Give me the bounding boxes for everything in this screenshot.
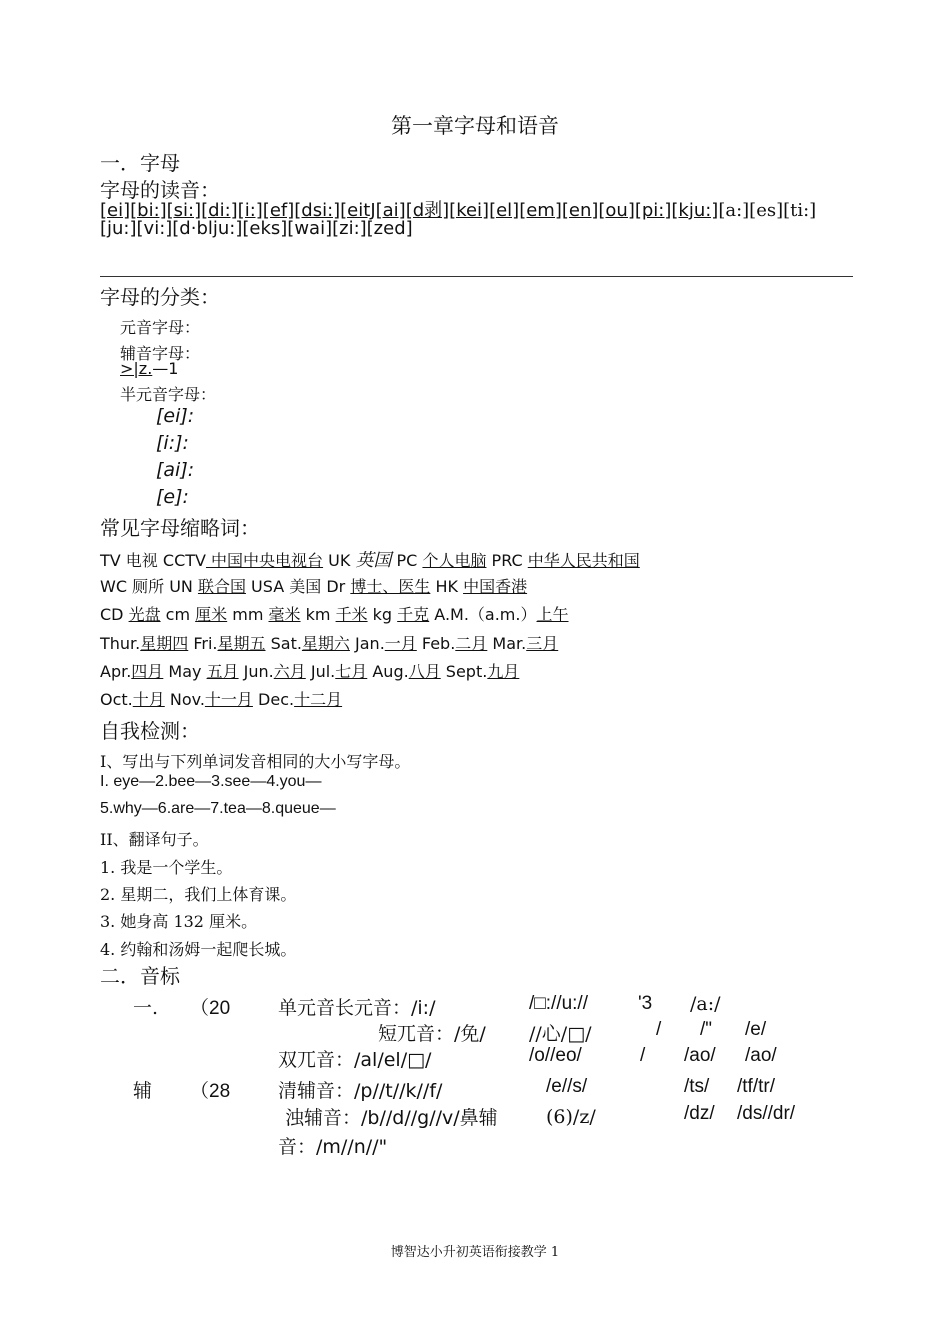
abbreviation-meaning: 毫米 [268, 605, 301, 624]
abbreviation-meaning: 七月 [335, 662, 368, 681]
voiced-consonants-label: 浊辅音：/b//d//g//v/鼻辅 [285, 1107, 498, 1129]
abbreviation-meaning: 厘米 [195, 605, 228, 624]
section-heading-letters: 一．字母 [100, 151, 180, 175]
sound-item: [i:]: [156, 432, 189, 454]
abbreviation-meaning: 五月 [206, 662, 239, 681]
sound-item: [ai]: [156, 459, 195, 481]
page-title: 第一章字母和语音 [391, 114, 559, 138]
consonant-note-text: >|z. [120, 359, 153, 378]
consonant-heading-b: （28 [190, 1081, 231, 1102]
diphthongs-col-4: /ao/ [684, 1045, 716, 1066]
abbreviation-term: Dec. [252, 690, 295, 709]
abbreviation-meaning: 联合国 [197, 577, 246, 596]
diphthongs-col-2: /o//eo/ [529, 1045, 582, 1066]
abbreviation-meaning: 八月 [408, 662, 441, 681]
abbreviation-term: May [163, 662, 207, 681]
abbreviation-meaning: 中国香港 [463, 577, 528, 596]
long-vowels-label: 单元音长元音：/i:/ [278, 997, 436, 1019]
abbreviation-term: Feb. [416, 634, 456, 653]
exercise-2-item: 1. 我是一个学生。 [100, 858, 233, 877]
abbreviation-term: 英国 [355, 550, 392, 571]
page-footer: 博智达小升初英语衔接教学 1 [390, 1245, 560, 1260]
abbreviation-term: Sept. [440, 662, 488, 681]
short-vowels-label: 短兀音：/免/ [378, 1023, 486, 1045]
exercise-2-item: 4. 约翰和汤姆一起爬长城。 [100, 940, 297, 959]
exercise-2-item: 2. 星期二，我们上体育课。 [100, 885, 297, 904]
abbreviation-meaning: 千克 [397, 605, 430, 624]
exercise-2-item: 3. 她身高 132 厘米。 [100, 912, 258, 931]
exercise-1-title: I、写出与下列单词发音相同的大小写字母。 [100, 752, 411, 771]
voiceless-consonants-label: 清辅音：/p//t//k//f/ [278, 1080, 443, 1102]
abbreviation-meaning: 十一月 [204, 690, 253, 709]
voiced-col-2: (6)/z/ [546, 1106, 596, 1128]
reading-line-2: [ju:][vi:][d·blju:][eks][wai][zi:][zed] [100, 218, 413, 239]
abbreviation-meaning: 一月 [384, 634, 417, 653]
abbreviation-term: 美国 [289, 577, 322, 596]
divider-line [100, 276, 853, 277]
short-vowels-col-4: /" [700, 1019, 713, 1040]
short-vowels-col-2: //心/□/ [529, 1023, 592, 1045]
consonant-note [120, 359, 178, 378]
abbreviation-meaning: 星期五 [217, 634, 266, 653]
abbreviation-row [100, 631, 558, 654]
abbreviation-meaning: 三月 [526, 634, 559, 653]
abbreviation-term: 厕所 [127, 577, 170, 596]
abbreviation-term: Mar. [487, 634, 527, 653]
abbreviation-term: Jan. [349, 634, 385, 653]
self-check-label: 自我检测： [100, 719, 200, 743]
vowel-heading-a: 一. [133, 997, 159, 1019]
reading-line-1-tail: [a:][es][ti:] [718, 200, 817, 221]
diphthongs-col-5: /ao/ [745, 1045, 777, 1066]
long-vowels-col-2: /□://u:// [529, 993, 588, 1014]
consonant-note-tail: —1 [152, 359, 179, 378]
consonant-heading-a: 辅 [133, 1080, 153, 1102]
abbreviation-row [100, 574, 527, 597]
voiceless-col-3: /ts/ [684, 1076, 710, 1097]
abbreviation-meaning: 星期六 [301, 634, 350, 653]
reading-label: 字母的读音： [100, 178, 220, 202]
abbreviation-meaning: 千米 [335, 605, 368, 624]
abbreviation-term: Jun. [238, 662, 274, 681]
long-vowels-col-3: '3 [638, 993, 653, 1014]
abbreviation-term: Oct. [100, 690, 133, 709]
vowel-heading-b: （20 [190, 998, 231, 1019]
voiced-col-4: /ds//dr/ [737, 1103, 796, 1124]
abbreviation-term: HK [430, 577, 464, 596]
sound-item: [e]: [156, 486, 189, 508]
abbreviation-term: kg [367, 605, 398, 624]
sound-item: [ei]: [156, 405, 195, 427]
abbreviation-row [100, 546, 640, 572]
vowel-letters-label: 元音字母： [120, 318, 201, 337]
abbreviation-meaning: 四月 [131, 662, 164, 681]
exercise-2-title: II、翻译句子。 [100, 830, 209, 849]
abbreviation-term: Fri. [188, 634, 218, 653]
abbreviation-meaning: 十二月 [294, 690, 343, 709]
abbreviation-meaning: 光盘 [128, 605, 161, 624]
classification-label: 字母的分类： [100, 285, 220, 309]
abbreviation-term: A.M.（a.m.） [429, 605, 537, 624]
exercise-1-line-1: I. eye—2.bee—3.see—4.you— [100, 773, 322, 790]
abbreviation-meaning: 二月 [455, 634, 488, 653]
abbreviation-term: Sat. [265, 634, 302, 653]
voiceless-col-2: /e//s/ [546, 1076, 588, 1097]
section-heading-phonetics: 二．音标 [100, 964, 180, 988]
reading-line-1: [ei][bi:][si:][di:][i:][ef][dsi:][eitJ[ai][d剥][kei][el][em][en][ou][pi:][kju:] [100, 200, 719, 221]
abbreviation-term: UN [169, 577, 198, 596]
exercise-1-line-2: 5.why—6.are—7.tea—8.queue— [100, 800, 336, 817]
abbreviation-term: TV [100, 551, 121, 570]
diphthongs-label: 双兀音：/al/el/□/ [278, 1049, 432, 1071]
voiced-col-3: /dz/ [684, 1103, 715, 1124]
short-vowels-col-5: /e/ [745, 1019, 767, 1040]
nasal-consonants-label: 音：/m//n//" [278, 1136, 388, 1158]
abbreviation-meaning: 星期四 [140, 634, 189, 653]
abbreviation-meaning: 中华人民共和国 [527, 551, 640, 570]
abbreviation-meaning: 六月 [273, 662, 306, 681]
diphthongs-col-3: / [640, 1045, 646, 1066]
abbreviation-meaning: 十月 [132, 690, 165, 709]
abbreviation-term: PRC [486, 551, 528, 570]
abbreviation-row [100, 659, 519, 682]
abbreviation-term: Dr [321, 577, 351, 596]
abbreviation-term: USA [245, 577, 290, 596]
abbreviation-term: mm [227, 605, 269, 624]
abbreviation-meaning: 博士、医生 [350, 577, 431, 596]
abbreviation-meaning: 中国中央电视台 [205, 551, 324, 570]
short-vowels-col-3: / [656, 1019, 662, 1040]
abbreviation-term: Apr. [100, 662, 132, 681]
abbreviation-meaning: 九月 [487, 662, 520, 681]
abbreviation-meaning: 个人电脑 [422, 551, 487, 570]
abbreviation-row [100, 602, 569, 625]
abbreviation-term: CD [100, 605, 129, 624]
abbreviation-term: cm [160, 605, 196, 624]
abbreviation-term: Jul. [305, 662, 336, 681]
abbreviation-term: km [300, 605, 336, 624]
abbreviation-meaning: 上午 [536, 605, 569, 624]
abbreviation-term: Aug. [367, 662, 409, 681]
abbreviation-term: 电视 [120, 551, 163, 570]
long-vowels-col-4: /a:/ [690, 993, 721, 1015]
abbreviation-row [100, 687, 342, 710]
abbreviation-term: Nov. [164, 690, 205, 709]
abbreviation-term: UK [323, 551, 356, 570]
abbreviations-label: 常见字母缩略词： [100, 516, 260, 540]
abbreviation-term: CCTV [162, 551, 206, 570]
abbreviation-term: PC [391, 551, 423, 570]
semi-vowel-label: 半元音字母： [120, 385, 217, 404]
abbreviation-term: WC [100, 577, 127, 596]
voiceless-col-4: /tf/tr/ [737, 1076, 775, 1097]
abbreviation-term: Thur. [100, 634, 141, 653]
consonant-letters-label: 辅音字母： [120, 344, 201, 363]
